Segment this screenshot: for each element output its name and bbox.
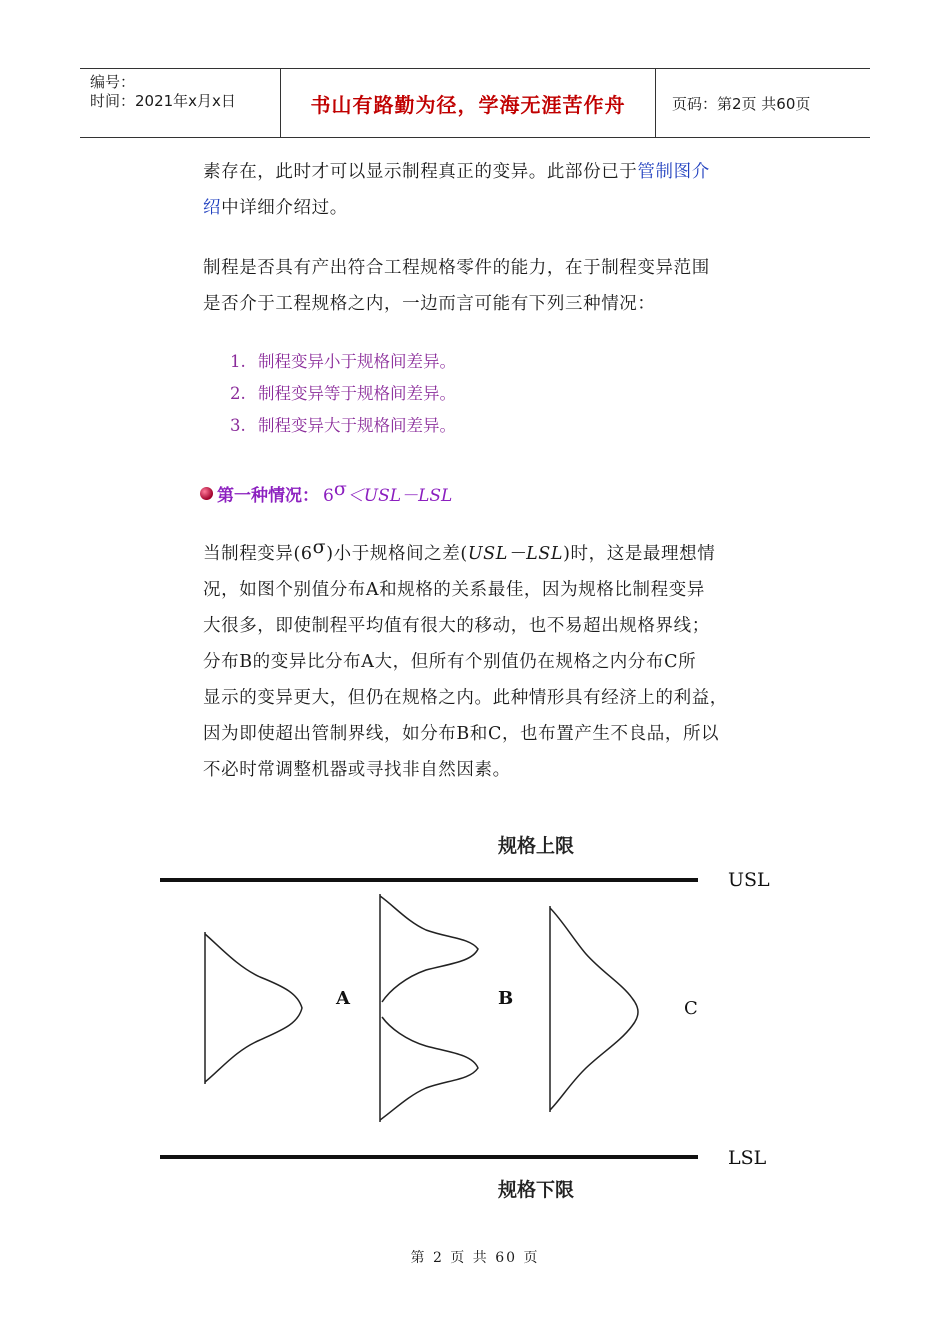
case-one-line-4: 分布B的变异比分布A大，但所有个别值仍在规格之内分布C所	[203, 652, 697, 672]
bullet-icon	[200, 487, 213, 500]
distribution-b	[380, 894, 478, 1122]
spec-limits-diagram	[150, 822, 790, 1212]
intro-text-1: 素存在，此时才可以显示制程真正的变异。此部份已于	[203, 162, 638, 182]
case-one-line-3: 大很多，即使制程平均值有很大的移动，也不易超出规格界线；	[203, 616, 710, 636]
case-one-line-7: 不必时常调整机器或寻找非自然因素。	[203, 760, 511, 780]
intro-line-1	[203, 154, 763, 190]
lsl-label: LSL	[728, 1147, 767, 1169]
lower-limit-title: 规格下限	[497, 1179, 575, 1201]
label-c: C	[684, 998, 698, 1019]
label-b: B	[498, 988, 514, 1009]
upper-limit-title: 规格上限	[497, 835, 575, 857]
case-one-text-a: 当制程变异(6	[203, 544, 313, 564]
case-one-text-d: )时，这是最理想情	[563, 544, 716, 564]
capability-line-2: 是否介于工程规格之内，一边而言可能有下列三种情况：	[203, 294, 656, 314]
list-item-number: 1.	[230, 352, 246, 371]
page-count-text: 页码：第2页 共60页	[672, 94, 811, 113]
header-motto: 书山有路勤为径，学海无涯苦作舟	[280, 69, 656, 137]
intro-paragraph	[203, 154, 763, 226]
header-page-label	[664, 69, 870, 137]
formula-six: 6	[323, 486, 334, 506]
formula-sigma: σ	[333, 478, 347, 500]
control-chart-link[interactable]: 管制图介	[637, 162, 710, 182]
header-meta-cell	[80, 69, 280, 137]
case-one-body	[203, 535, 773, 788]
distribution-c	[550, 906, 638, 1112]
case-one-text-b: )小于规格间之差(	[326, 544, 468, 564]
usl-label: USL	[728, 869, 770, 891]
case-one-line-2: 况，如图个别值分布A和规格的关系最佳，因为规格比制程变异	[203, 580, 705, 600]
control-chart-link-cont[interactable]: 绍	[203, 198, 222, 218]
capability-line-1: 制程是否具有产出符合工程规格零件的能力，在于制程变异范围	[203, 258, 710, 278]
label-a: A	[336, 988, 350, 1009]
list-item	[230, 410, 456, 442]
formula-rest: ＜USL－LSL	[346, 486, 453, 506]
distribution-a	[205, 932, 302, 1084]
list-item	[230, 378, 456, 410]
document-number-label: 编号：	[90, 73, 136, 91]
case-one-line-6: 因为即使超出管制界线，如分布B和C，也布置产生不良品，所以	[203, 724, 720, 744]
page-footer: 第 2 页 共 60 页	[410, 1250, 540, 1266]
case-one-line-5: 显示的变异更大，但仍在规格之内。此种情形具有经济上的利益，	[203, 688, 728, 708]
list-item-text: 制程变异等于规格间差异。	[258, 384, 456, 403]
list-item-text: 制程变异小于规格间差异。	[258, 352, 456, 371]
intro-text-2: 中详细介绍过。	[221, 198, 348, 218]
list-item-number: 2.	[230, 384, 246, 403]
case-one-sigma: σ	[312, 536, 327, 558]
page-header	[80, 68, 870, 138]
case-one-title: 第一种情况：	[217, 486, 319, 506]
case-one-text-c: USL－LSL	[467, 544, 564, 564]
list-item	[230, 346, 456, 378]
cases-list	[230, 346, 456, 442]
case-one-heading	[200, 478, 453, 506]
document-date-label: 时间：2021年x月x日	[90, 92, 236, 110]
case-one-line-1	[203, 535, 773, 572]
capability-paragraph	[203, 250, 763, 322]
intro-line-2	[203, 190, 763, 226]
case-one-formula	[323, 478, 453, 506]
list-item-number: 3.	[230, 416, 246, 435]
list-item-text: 制程变异大于规格间差异。	[258, 416, 456, 435]
